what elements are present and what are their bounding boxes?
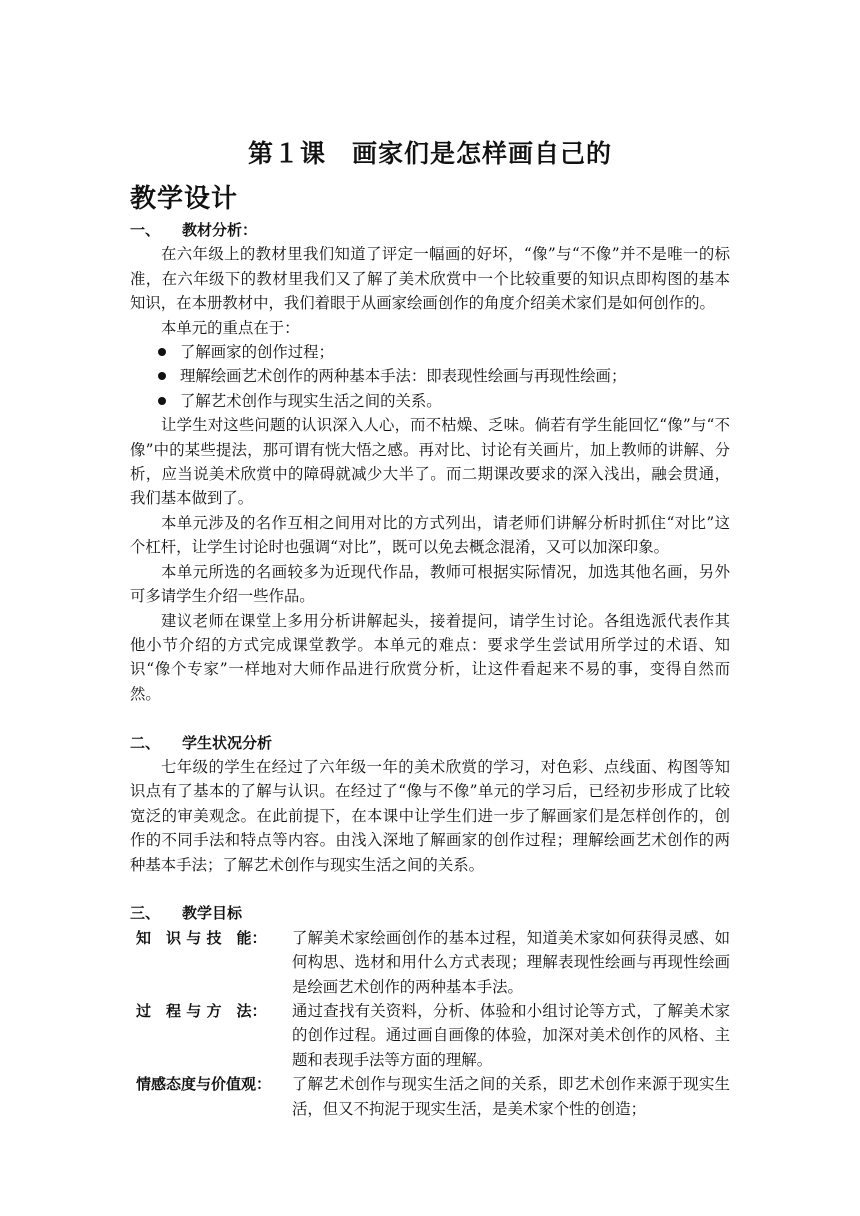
section-title: 教材分析： (182, 221, 258, 239)
key-points-list (130, 340, 730, 413)
list-item: 了解画家的创作过程； (158, 340, 730, 364)
paragraph: 让学生对这些问题的认识深入人心，而不枯燥、乏味。倘若有学生能回忆“像”与“不像”中的某些提法，那可谓有恍大悟之感。再对比、讨论有关画片，加上教师的讲解、分析，应当说美术欣赏中的障碍就减少大半了。而二期课改要求的深入浅出，融会贯通，我们基本做到了。 (130, 416, 730, 508)
goal-row (130, 926, 730, 999)
section-heading-textbook-analysis (130, 218, 730, 242)
goal-text: 通过查找有关资料，分析、体验和小组讨论等方式，了解美术家的创作过程。通过画自画像的体验，加深对美术创作的风格、主题和表现手法等方面的理解。 (292, 1001, 730, 1069)
section-number: 一、 (130, 221, 161, 239)
goal-label: 知 识 与 技 能： (136, 928, 267, 947)
section-heading-student-analysis (130, 731, 730, 755)
paragraph: 七年级的学生在经过了六年级一年的美术欣赏的学习，对色彩、点线面、构图等知识点有了基本的了解与认识。在经过了“像与不像”单元的学习后，已经初步形成了比较宽泛的审美观念。在此前提下，在本课中让学生们进一步了解画家们是怎样创作的，创作的不同手法和特点等内容。由浅入深地了解画家的创作过程；理解绘画艺术创作的两种基本手法；了解艺术创作与现实生活之间的关系。 (130, 757, 730, 874)
goal-label: 情感态度与价值观： (136, 1075, 272, 1094)
section-number: 三、 (130, 904, 161, 923)
document-body (130, 218, 730, 1121)
document-title: 第１课 画家们是怎样画自己的 (247, 139, 612, 168)
section-heading-teaching-goals (130, 901, 730, 925)
list-item: 理解绘画艺术创作的两种基本手法：即表现性绘画与再现性绘画； (158, 364, 730, 388)
document-subtitle: 教学设计 (130, 184, 239, 214)
bullet-icon (158, 348, 166, 356)
goal-row (130, 999, 730, 1072)
paragraph: 本单元的重点在于： (161, 318, 300, 337)
paragraph: 建议老师在课堂上多用分析讲解起头，接着提问，请学生讨论。各组选派代表作其他小节介绍的方式完成课堂教学。本单元的难点：要求学生尝试用所学过的术语、知识“像个专家”一样地对大师作品进行欣赏分析，让这件看起来不易的事，变得自然而然。 (130, 611, 730, 703)
spacer (130, 877, 730, 901)
goal-row (130, 1072, 730, 1121)
list-item: 了解艺术创作与现实生活之间的关系。 (158, 389, 730, 413)
goal-text: 了解艺术创作与现实生活之间的关系，即艺术创作来源于现实生活，但又不拘泥于现实生活，是美术家个性的创造； (292, 1075, 730, 1118)
section-title: 学生状况分析 (182, 733, 273, 752)
spacer (130, 706, 730, 730)
goal-text: 了解美术家绘画创作的基本过程，知道美术家如何获得灵感、如何构思、选材和用什么方式表现；理解表现性绘画与再现性绘画是绘画艺术创作的两种基本手法。 (292, 928, 730, 996)
goal-label: 过 程 与 方 法： (136, 1001, 267, 1020)
paragraph: 本单元所选的名画较多为近现代作品，教师可根据实际情况，加选其他名画，另外可多请学生介绍一些作品。 (130, 562, 730, 606)
paragraph: 在六年级上的教材里我们知道了评定一幅画的好坏，“像”与“不像”并不是唯一的标准，在六年级下的教材里我们又了解了美术欣赏中一个比较重要的知识点即构图的基本知识，在本册教材中，我们着眼于从画家绘画创作的角度介绍美术家们是如何创作的。 (130, 245, 730, 313)
section-title: 教学目标 (182, 904, 243, 923)
section-number: 二、 (130, 733, 161, 752)
bullet-icon (158, 397, 166, 405)
bullet-icon (158, 372, 166, 380)
paragraph: 本单元涉及的名作互相之间用对比的方式列出，请老师们讲解分析时抓住“对比”这个杠杆，让学生讨论时也强调“对比”，既可以免去概念混淆，又可以加深印象。 (130, 513, 730, 557)
